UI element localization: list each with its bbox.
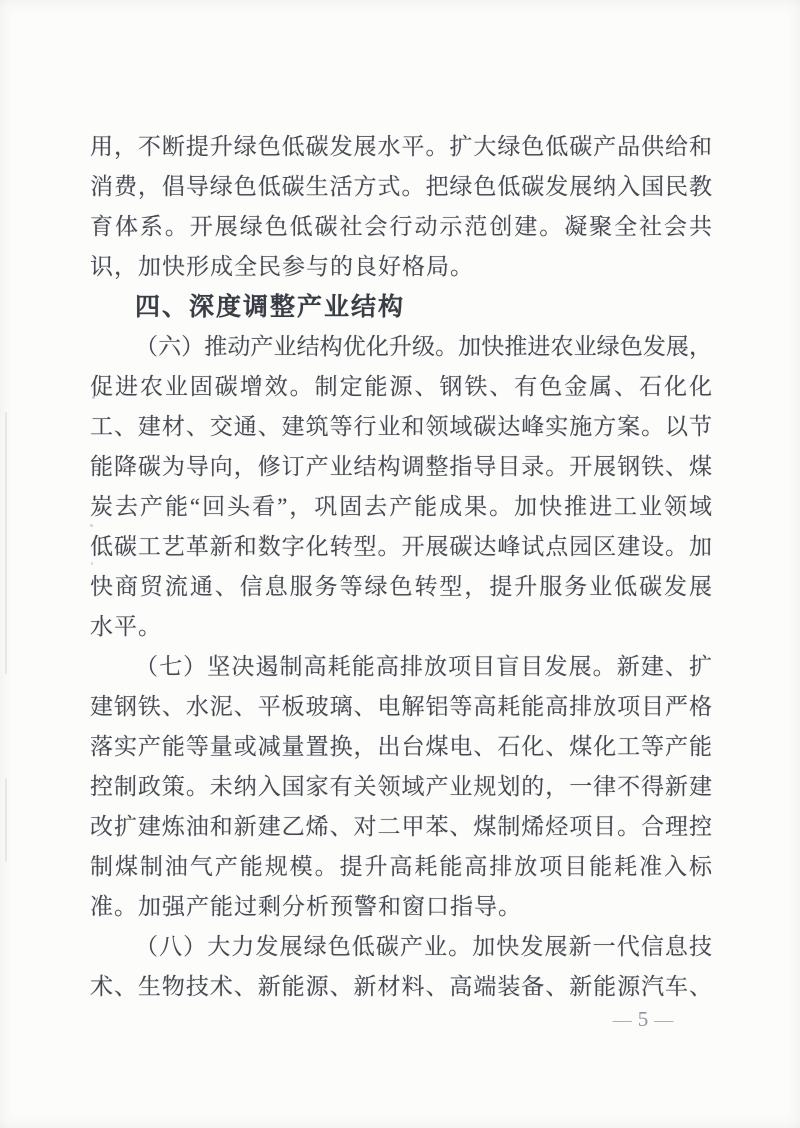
document-line: 促进农业固碳增效。制定能源、钢铁、有色金属、石化化 bbox=[90, 374, 712, 399]
page-number-dash-right: — bbox=[654, 1010, 674, 1031]
document-line: 快商贸流通、信息服务等绿色转型，提升服务业低碳发展 bbox=[90, 574, 712, 599]
document-line: 水平。 bbox=[90, 614, 162, 639]
document-line: （八）大力发展绿色低碳产业。加快发展新一代信息技 bbox=[135, 934, 712, 959]
document-body bbox=[90, 127, 712, 1007]
document-line: 消费，倡导绿色低碳生活方式。把绿色低碳发展纳入国民教 bbox=[90, 174, 712, 199]
document-line: 育体系。开展绿色低碳社会行动示范创建。凝聚全社会共 bbox=[90, 214, 712, 239]
page-number-value: 5 bbox=[637, 1007, 649, 1031]
document-line: 术、生物技术、新能源、新材料、高端装备、新能源汽车、 bbox=[90, 974, 712, 999]
scan-artifact bbox=[5, 778, 7, 862]
section-heading: 四、深度调整产业结构 bbox=[135, 293, 406, 321]
document-line: 落实产能等量或减量置换，出台煤电、石化、煤化工等产能 bbox=[90, 734, 712, 759]
scan-artifact bbox=[5, 412, 7, 674]
document-line: 炭去产能“回头看”，巩固去产能成果。加快推进工业领域 bbox=[90, 494, 712, 519]
document-line: 准。加强产能过剩分析预警和窗口指导。 bbox=[90, 894, 522, 919]
document-line: 识，加快形成全民参与的良好格局。 bbox=[90, 254, 474, 279]
document-line: 改扩建炼油和新建乙烯、对二甲苯、煤制烯烃项目。合理控 bbox=[90, 814, 712, 839]
page-number bbox=[598, 1004, 688, 1034]
document-line: 低碳工艺革新和数字化转型。开展碳达峰试点园区建设。加 bbox=[90, 534, 712, 559]
document-line: 制煤制油气产能规模。提升高耗能高排放项目能耗准入标 bbox=[90, 854, 712, 879]
document-line: 用，不断提升绿色低碳发展水平。扩大绿色低碳产品供给和 bbox=[90, 134, 712, 159]
document-line: 建钢铁、水泥、平板玻璃、电解铝等高耗能高排放项目严格 bbox=[90, 694, 712, 719]
document-line: （六）推动产业结构优化升级。加快推进农业绿色发展， bbox=[135, 334, 712, 359]
document-line: （七）坚决遏制高耗能高排放项目盲目发展。新建、扩 bbox=[135, 654, 712, 679]
document-line: 控制政策。未纳入国家有关领域产业规划的，一律不得新建 bbox=[90, 774, 712, 799]
page-number-dash-left: — bbox=[612, 1010, 632, 1031]
document-line: 工、建材、交通、建筑等行业和领域碳达峰实施方案。以节 bbox=[90, 414, 712, 439]
document-line: 能降碳为导向，修订产业结构调整指导目录。开展钢铁、煤 bbox=[90, 454, 712, 479]
